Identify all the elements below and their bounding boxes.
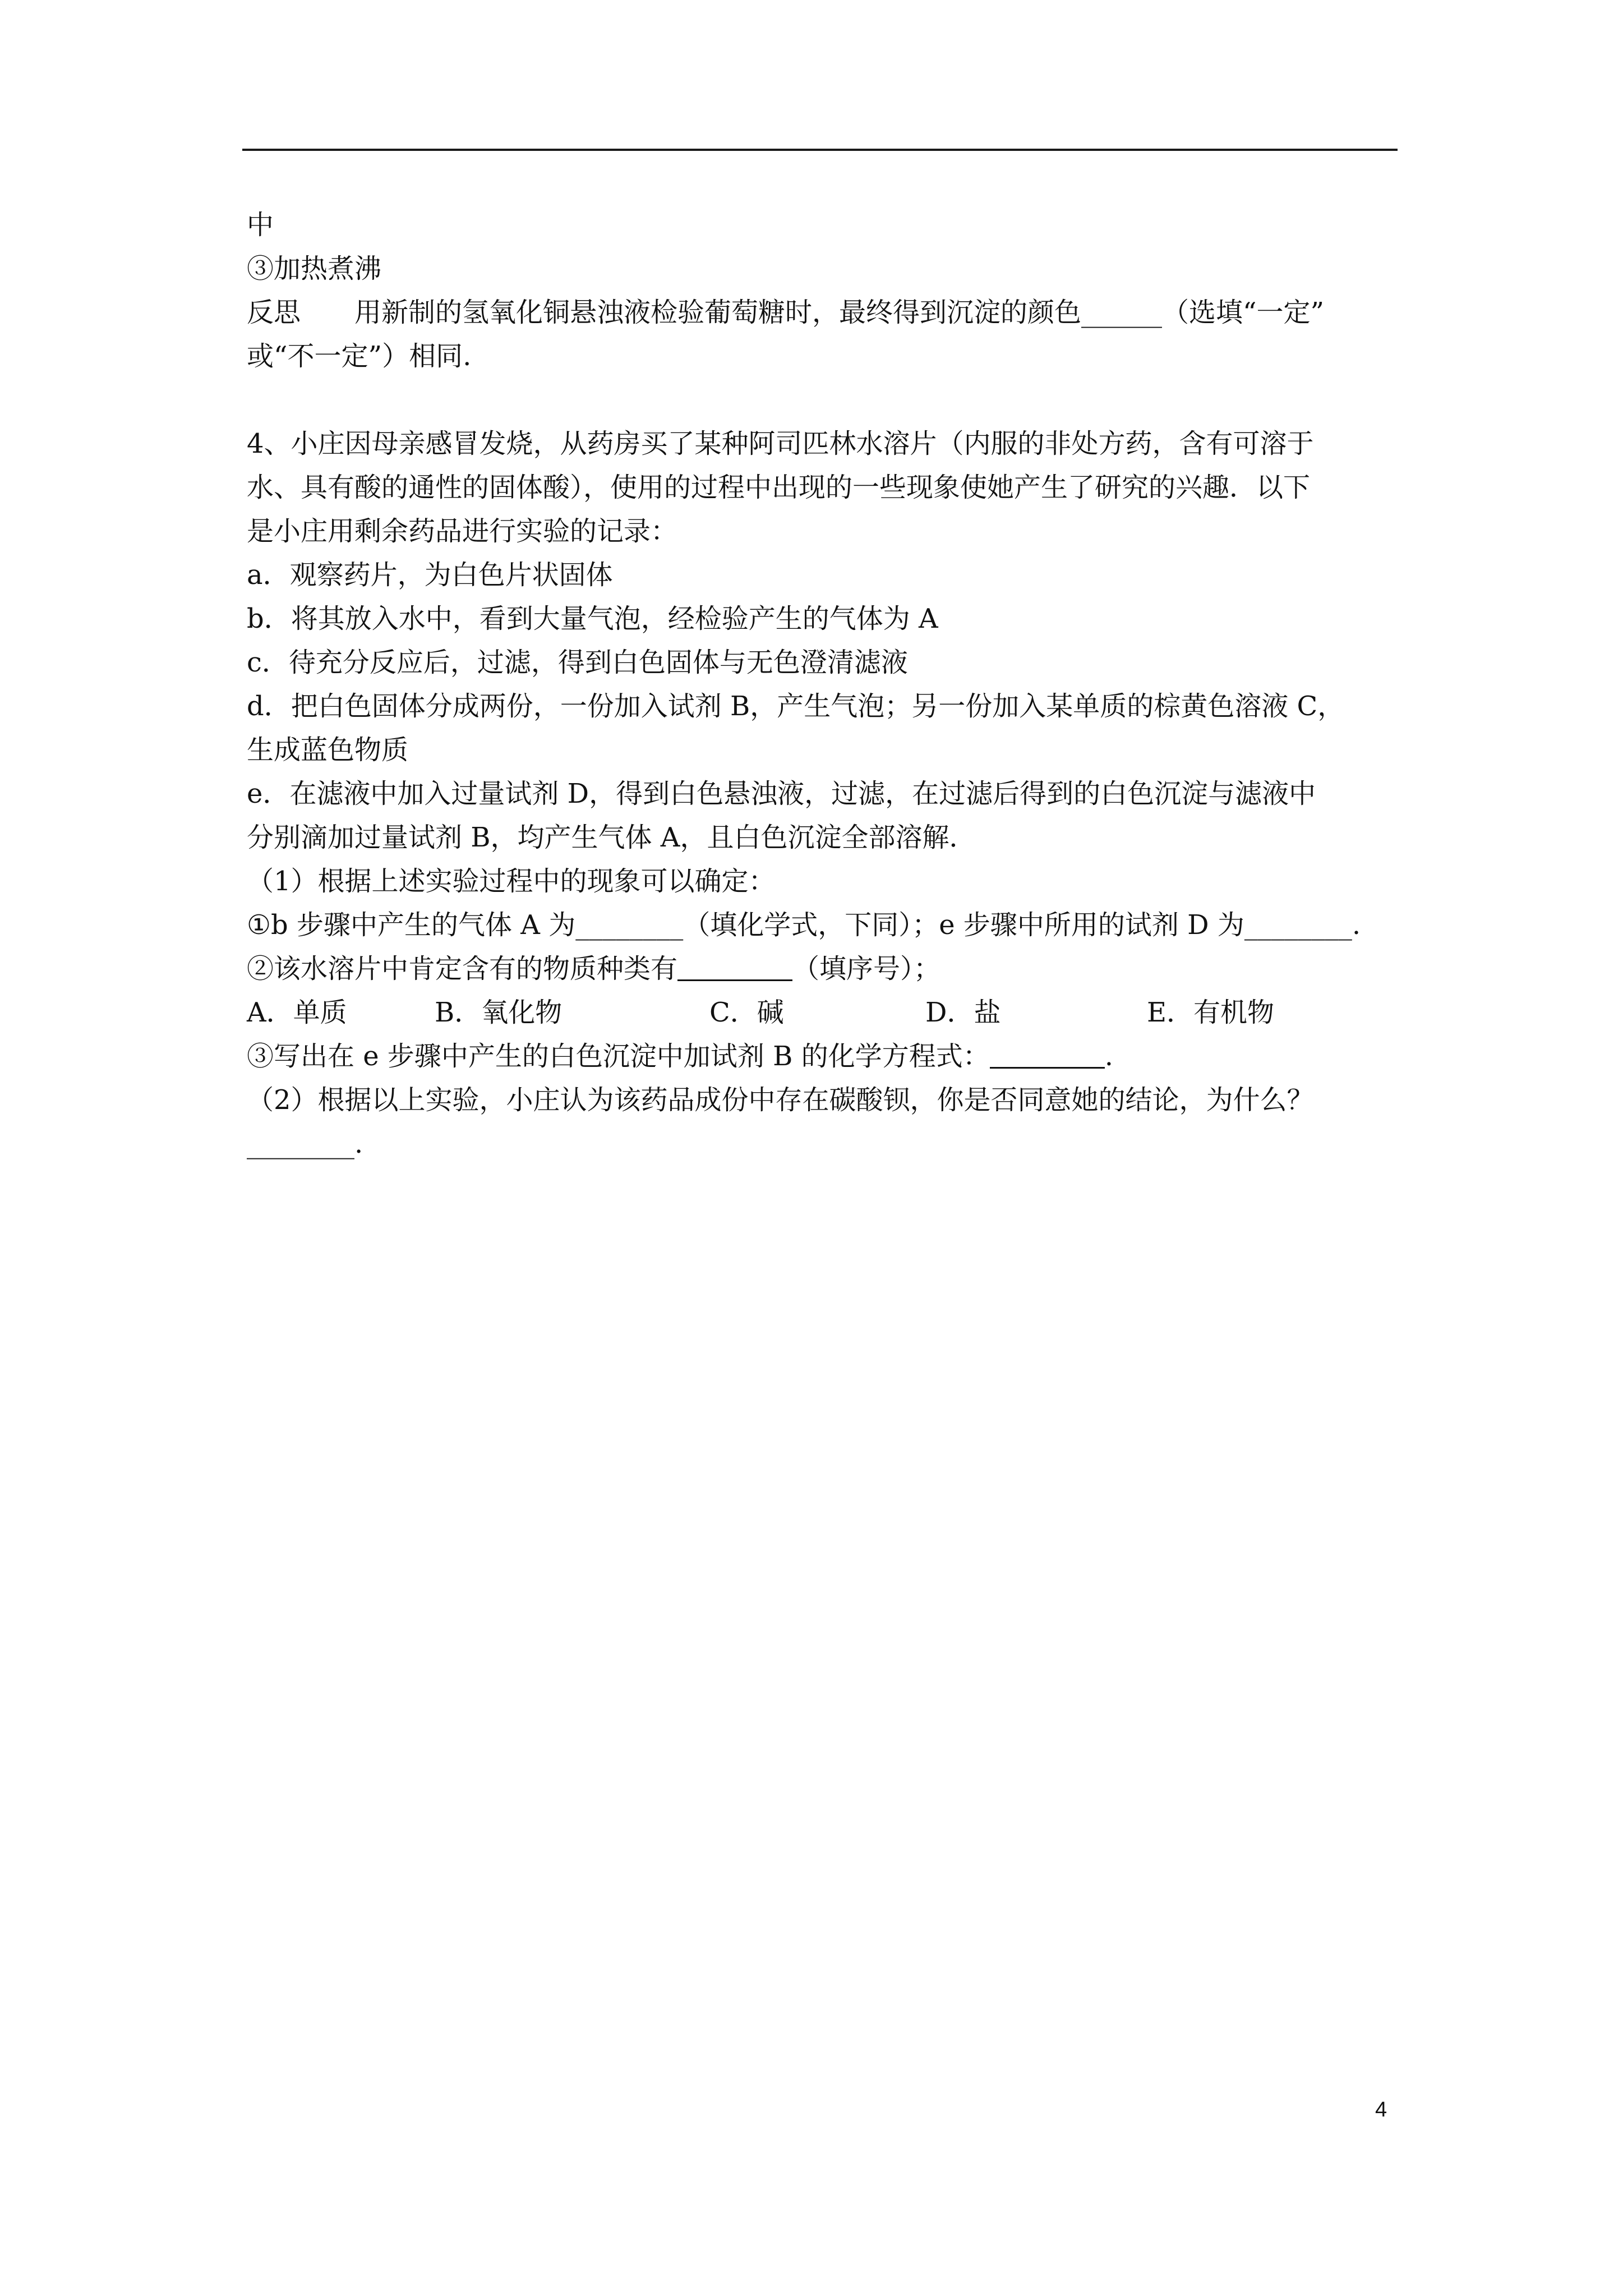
reflection-line-2: 或“不一定”）相同. (247, 341, 472, 372)
step-e-line-2: 分别滴加过量试剂 B，均产生气体 A，且白色沉淀全部溶解． (247, 822, 976, 853)
answer-blank[interactable] (990, 1039, 1105, 1069)
sub-question-2: （2）根据以上实验，小庄认为该药品成份中存在碳酸钡，你是否同意她的结论，为什么？ (247, 1084, 1314, 1116)
step-a: a．观察药片，为白色片状固体 (247, 559, 613, 591)
sub-question-1-part-1: ①b 步骤中产生的气体 A 为________（填化学式，下同）；e 步骤中所用的试剂 D 为________. (247, 909, 1361, 941)
option-d: D．盐 (925, 997, 1001, 1028)
step-heat-boil: ③加热煮沸 (247, 253, 382, 284)
step-d-line-1: d．把白色固体分成两份，一份加入试剂 B，产生气泡；另一份加入某单质的棕黄色溶液 C， (247, 691, 1345, 722)
sub-question-2-answer: ________. (247, 1128, 363, 1159)
option-c: C．碱 (709, 997, 784, 1028)
question-4-line-1: 4、小庄因母亲感冒发烧，从药房买了某种阿司匹林水溶片（内服的非处方药，含有可溶于 (247, 428, 1314, 459)
reflection-label: 反思 (247, 297, 301, 328)
paragraph-gap (247, 378, 1402, 422)
part-3-suffix: . (1104, 1041, 1113, 1072)
sub-question-1-part-3 (247, 1034, 1402, 1078)
options-row (247, 991, 1402, 1034)
page-number: 4 (1375, 2098, 1387, 2122)
part-2-suffix: （填序号）； (792, 953, 941, 984)
question-4-line-3: 是小庄用剩余药品进行实验的记录： (247, 516, 678, 547)
step-b: b．将其放入水中，看到大量气泡，经检验产生的气体为 A (247, 603, 938, 634)
part-3-prompt: ③写出在 e 步骤中产生的白色沉淀中加试剂 B 的化学方程式： (247, 1041, 990, 1072)
header-rule (242, 149, 1398, 151)
step-c: c．待充分反应后，过滤，得到白色固体与无色澄清滤液 (247, 647, 908, 678)
option-a: A．单质 (247, 997, 347, 1028)
step-d-line-2: 生成蓝色物质 (247, 734, 409, 766)
step-e-line-1: e．在滤液中加入过量试剂 D，得到白色悬浊液，过滤，在过滤后得到的白色沉淀与滤液中 (247, 778, 1316, 809)
answer-blank[interactable] (677, 951, 792, 981)
question-4-line-2: 水、具有酸的通性的固体酸），使用的过程中出现的一些现象使她产生了研究的兴趣．以下 (247, 472, 1311, 503)
option-e: E．有机物 (1147, 997, 1275, 1028)
reflection-line-1 (247, 291, 1402, 334)
document-body (247, 203, 1402, 1166)
continued-text: 中 (247, 209, 274, 241)
part-2-prompt: ②该水溶片中肯定含有的物质种类有 (247, 953, 678, 984)
sub-question-1: （1）根据上述实验过程中的现象可以确定： (247, 866, 776, 897)
option-b: B．氧化物 (435, 997, 562, 1028)
reflection-text-1: 用新制的氢氧化铜悬浊液检验葡萄糖时，最终得到沉淀的颜色______（选填“一定” (354, 297, 1325, 328)
sub-question-1-part-2 (247, 947, 1402, 991)
